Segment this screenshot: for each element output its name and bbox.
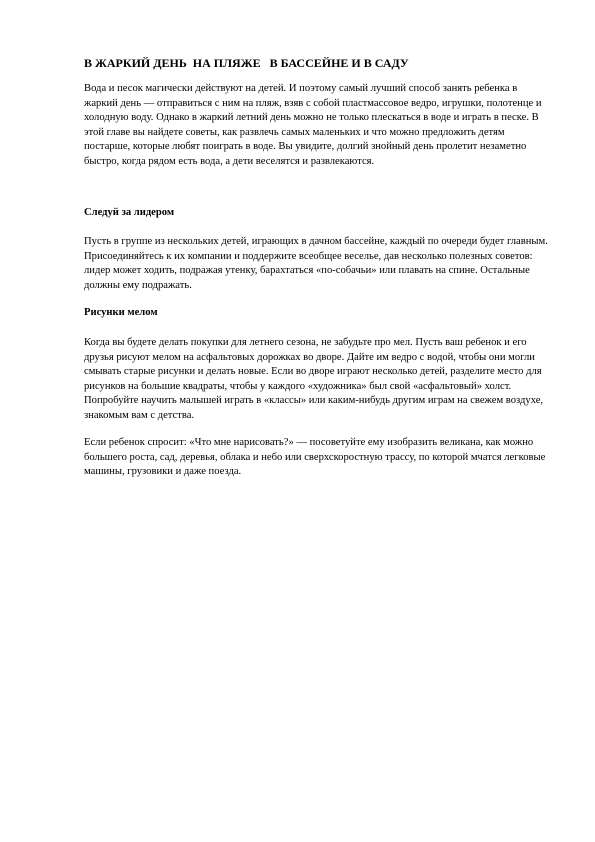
section-paragraph-chalk-drawings: Когда вы будете делать покупки для летнего сезона, не забудьте про мел. Пусть ваш ребенок и его друзья рисуют мелом на асфальтовых дорожках во дворе. Дайте им ведро с водой, чтобы они могли смывать старые рисунки и делать новые. Если во дворе играют несколько детей, разделите место для рисунков на большие квадраты, чтобы у каждого «художника» был свой «асфальтовый» холст. Попробуйте научить малышей играть в «классы» или каким-нибудь другим играм на свежем воздухе, знакомым вам с детства. <box>84 337 544 421</box>
section-paragraph-follow-leader: Пусть в группе из нескольких детей, играющих в дачном бассейне, каждый по очереди будет главным. Присоединяйтесь к их компании и поддержите всеобщее веселье, дав несколько полезных советов: лидер может ходить, подражая утенку, барахтаться «по-собачьи» или плавать на спине. Остальные должны ему подражать. <box>84 236 548 291</box>
section-paragraph-chalk-ideas: Если ребенок спросит: «Что мне нарисовать?» — посоветуйте ему изобразить великана, как можно большего роста, сад, деревья, облака и небо или сверхскоростную трассу, по которой мчатся легковые машины, грузовики и даже поезда. <box>84 437 546 478</box>
section-heading-chalk-drawings: Рисунки мелом <box>84 307 158 318</box>
section-heading-follow-leader: Следуй за лидером <box>84 207 175 218</box>
intro-paragraph: Вода и песок магически действуют на детей. И поэтому самый лучший способ занять ребенка в жаркий день — отправиться с ним на пляж, взяв с собой пластмассовое ведро, игрушки, полотенце и холодную воду. Однако в жаркий летний день можно не только плескаться в воде и играть в песке. В этой главе вы найдете советы, как развлечь самых маленьких и что можно предложить детям постарше, которые любят поиграть в воде. Вы увидите, долгий знойный день пролетит незаметно быстро, когда рядом есть вода, а дети веселятся и развлекаются. <box>84 83 542 167</box>
document-title: В ЖАРКИЙ ДЕНЬ НА ПЛЯЖЕ В БАССЕЙНЕ И В САДУ <box>84 56 409 70</box>
